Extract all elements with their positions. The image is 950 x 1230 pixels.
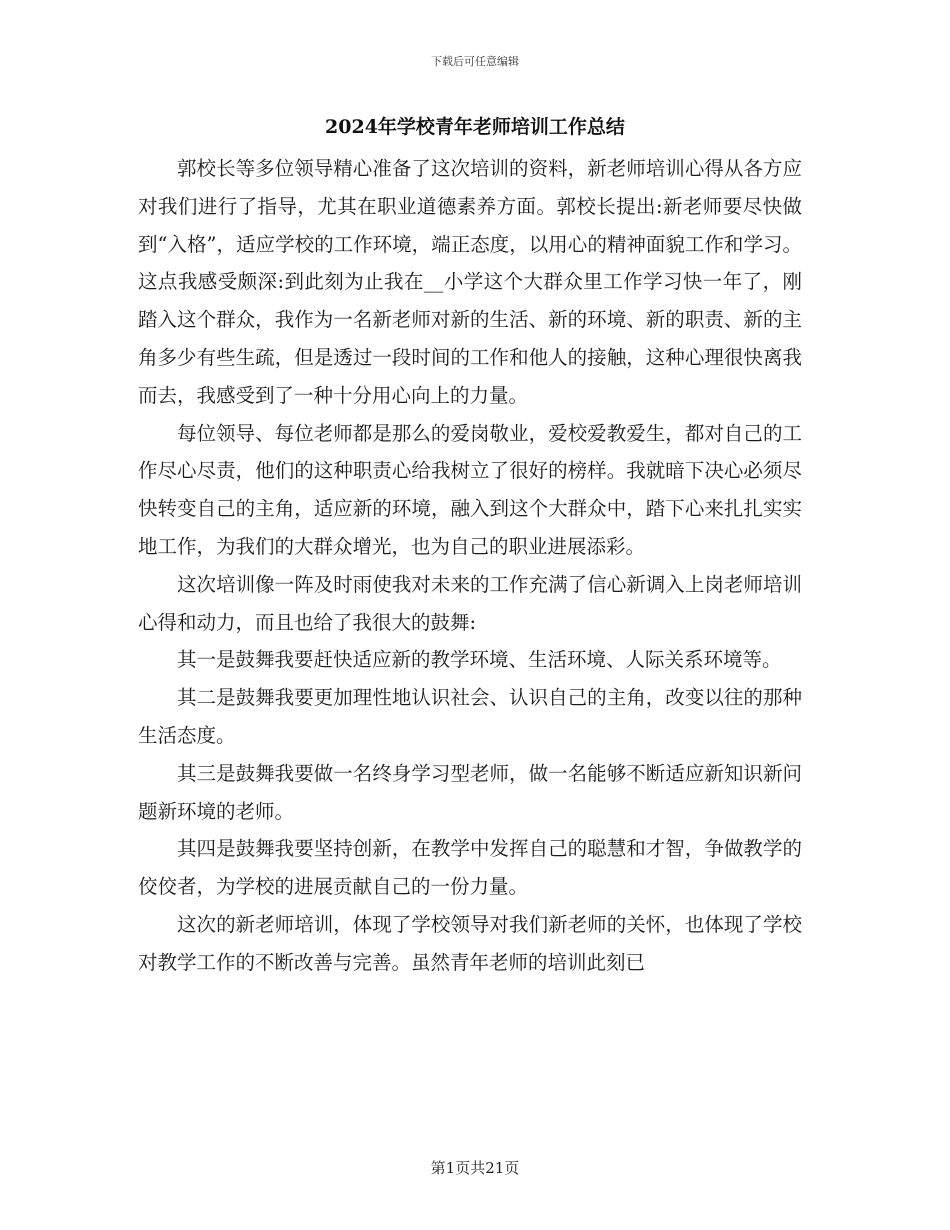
page-footer: 第1页共21页 xyxy=(430,1159,520,1177)
paragraph: 其三是鼓舞我要做一名终身学习型老师，做一名能够不断适应新知识新问题新环境的老师。 xyxy=(138,761,802,823)
paragraph: 这次的新老师培训，体现了学校领导对我们新老师的关怀，也体现了学校对教学工作的不断改善与完善。虽然青年老师的培训此刻已 xyxy=(138,912,802,974)
header-note: 下载后可任意编辑 xyxy=(431,55,519,68)
paragraph: 其一是鼓舞我要赶快适应新的教学环境、生活环境、人际关系环境等。 xyxy=(177,648,782,672)
paragraph: 其二是鼓舞我要更加理性地认识社会、认识自己的主角，改变以往的那种生活态度。 xyxy=(138,686,802,747)
paragraph: 其四是鼓舞我要坚持创新，在教学中发挥自己的聪慧和才智，争做教学的佼佼者，为学校的进展贡献自己的一份力量。 xyxy=(138,837,802,899)
paragraph: 这次培训像一阵及时雨使我对未来的工作充满了信心新调入上岗老师培训心得和动力，而且也给了我很大的鼓舞: xyxy=(138,572,802,634)
document-title: 2024年学校青年老师培训工作总结 xyxy=(325,116,625,138)
paragraph: 郭校长等多位领导精心准备了这次培训的资料，新老师培训心得从各方应对我们进行了指导，尤其在职业道德素养方面。郭校长提出:新老师要尽快做到“入格”，适应学校的工作环境，端正态度，以用心的精神面貌工作和学习。这点我感受颇深:到此刻为止我在__小学这个大群众里工作学习快一年了，刚踏入这个群众，我作为一名新老师对新的生活、新的环境、新的职责、新的主角多少有些生疏，但是透过一段时间的工作和他人的接触，这种心理很快离我而去，我感受到了一种十分用心向上的力量。 xyxy=(138,157,802,407)
paragraph: 每位领导、每位老师都是那么的爱岗敬业，爱校爱教爱生，都对自己的工作尽心尽责，他们的这种职责心给我树立了很好的榜样。我就暗下决心必须尽快转变自己的主角，适应新的环境，融入到这个大群众中，踏下心来扎扎实实地工作，为我们的大群众增光，也为自己的职业进展添彩。 xyxy=(138,421,802,558)
document-body xyxy=(138,150,802,982)
